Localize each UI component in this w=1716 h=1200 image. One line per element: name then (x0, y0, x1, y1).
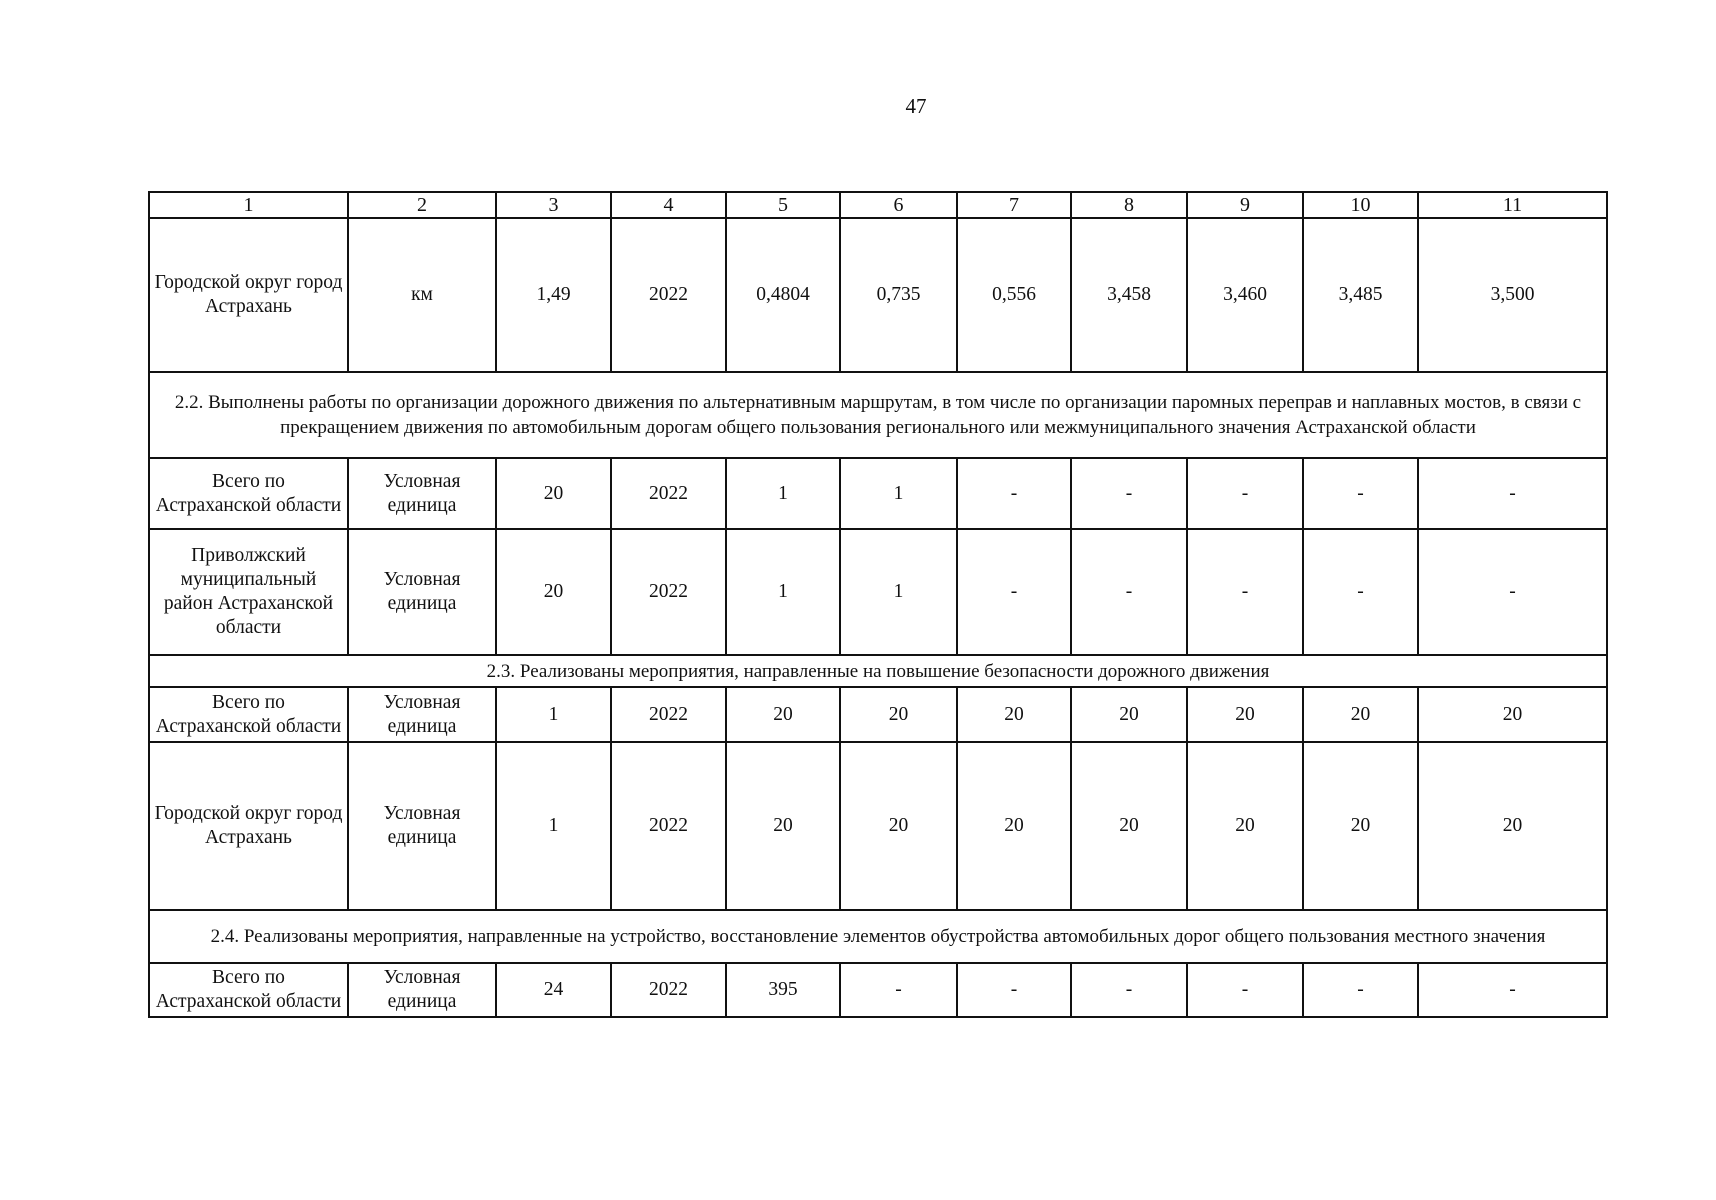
value-cell: - (1187, 458, 1303, 529)
value-cell: - (957, 529, 1071, 655)
value-cell: - (1418, 963, 1607, 1017)
value-cell: 395 (726, 963, 840, 1017)
territory-name-cell: Всего по Астраханской области (149, 963, 348, 1017)
value-cell: 3,500 (1418, 218, 1607, 372)
value-cell: 1 (726, 458, 840, 529)
value-cell: 20 (840, 742, 957, 910)
value-cell: 20 (1303, 687, 1418, 742)
value-cell: - (1187, 963, 1303, 1017)
value-cell: 20 (1418, 687, 1607, 742)
territory-name-cell: Приволжский муниципальный район Астраханской области (149, 529, 348, 655)
table-row (149, 742, 1607, 910)
value-cell: 20 (957, 687, 1071, 742)
column-number-row (149, 192, 1607, 218)
value-cell: 20 (1071, 742, 1187, 910)
value-cell: 2022 (611, 529, 726, 655)
value-cell: 20 (1187, 742, 1303, 910)
territory-name-cell: Городской округ город Астрахань (149, 742, 348, 910)
section-heading-cell: 2.3. Реализованы мероприятия, направленные на повышение безопасности дорожного движения (149, 655, 1607, 687)
section-heading-cell: 2.2. Выполнены работы по организации дорожного движения по альтернативным маршрутам, в том числе по организации паромных переправ и наплавных мостов, в связи с прекращением движения по автомобильным дорогам общего пользования регионального или межмуниципального значения Астраханской области (149, 372, 1607, 458)
value-cell: 0,4804 (726, 218, 840, 372)
indicators-table-container (148, 191, 1606, 1018)
column-number-cell: 6 (840, 192, 957, 218)
column-number-cell: 2 (348, 192, 496, 218)
column-number-cell: 9 (1187, 192, 1303, 218)
value-cell: - (957, 963, 1071, 1017)
value-cell: - (957, 458, 1071, 529)
value-cell: 2022 (611, 687, 726, 742)
unit-cell: Условная единица (348, 687, 496, 742)
value-cell: 20 (1418, 742, 1607, 910)
value-cell: 20 (726, 742, 840, 910)
value-cell: 0,556 (957, 218, 1071, 372)
value-cell: 20 (1303, 742, 1418, 910)
column-number-cell: 3 (496, 192, 611, 218)
value-cell: - (1303, 529, 1418, 655)
value-cell: 20 (496, 529, 611, 655)
page-number: 47 (905, 94, 927, 118)
section-heading-cell: 2.4. Реализованы мероприятия, направленные на устройство, восстановление элементов обустройства автомобильных дорог общего пользования местного значения (149, 910, 1607, 963)
value-cell: 2022 (611, 218, 726, 372)
unit-cell: Условная единица (348, 742, 496, 910)
column-number-cell: 1 (149, 192, 348, 218)
value-cell: - (1418, 529, 1607, 655)
value-cell: 20 (1187, 687, 1303, 742)
value-cell: 20 (1071, 687, 1187, 742)
value-cell: 2022 (611, 742, 726, 910)
value-cell: 3,458 (1071, 218, 1187, 372)
value-cell: 20 (726, 687, 840, 742)
column-number-cell: 5 (726, 192, 840, 218)
table-row (149, 529, 1607, 655)
value-cell: - (1071, 529, 1187, 655)
territory-name-cell: Городской округ город Астрахань (149, 218, 348, 372)
value-cell: 1 (840, 529, 957, 655)
value-cell: 2022 (611, 963, 726, 1017)
value-cell: 1 (496, 742, 611, 910)
table-row (149, 458, 1607, 529)
territory-name-cell: Всего по Астраханской области (149, 687, 348, 742)
value-cell: - (1071, 963, 1187, 1017)
value-cell: 0,735 (840, 218, 957, 372)
value-cell: - (1071, 458, 1187, 529)
value-cell: 1 (496, 687, 611, 742)
unit-cell: Условная единица (348, 458, 496, 529)
value-cell: 1 (840, 458, 957, 529)
value-cell: 1,49 (496, 218, 611, 372)
section-heading-row (149, 372, 1607, 458)
value-cell: - (1418, 458, 1607, 529)
table-row (149, 963, 1607, 1017)
section-heading-row (149, 910, 1607, 963)
territory-name-cell: Всего по Астраханской области (149, 458, 348, 529)
value-cell: - (1303, 963, 1418, 1017)
value-cell: 24 (496, 963, 611, 1017)
value-cell: 20 (957, 742, 1071, 910)
value-cell: 3,485 (1303, 218, 1418, 372)
unit-cell: км (348, 218, 496, 372)
column-number-cell: 11 (1418, 192, 1607, 218)
value-cell: 20 (840, 687, 957, 742)
column-number-cell: 7 (957, 192, 1071, 218)
unit-cell: Условная единица (348, 529, 496, 655)
section-heading-row (149, 655, 1607, 687)
indicators-table (148, 191, 1608, 1018)
value-cell: 2022 (611, 458, 726, 529)
value-cell: - (1303, 458, 1418, 529)
column-number-cell: 10 (1303, 192, 1418, 218)
value-cell: 3,460 (1187, 218, 1303, 372)
table-row (149, 218, 1607, 372)
unit-cell: Условная единица (348, 963, 496, 1017)
column-number-cell: 8 (1071, 192, 1187, 218)
value-cell: - (840, 963, 957, 1017)
value-cell: - (1187, 529, 1303, 655)
column-number-cell: 4 (611, 192, 726, 218)
value-cell: 20 (496, 458, 611, 529)
table-row (149, 687, 1607, 742)
value-cell: 1 (726, 529, 840, 655)
